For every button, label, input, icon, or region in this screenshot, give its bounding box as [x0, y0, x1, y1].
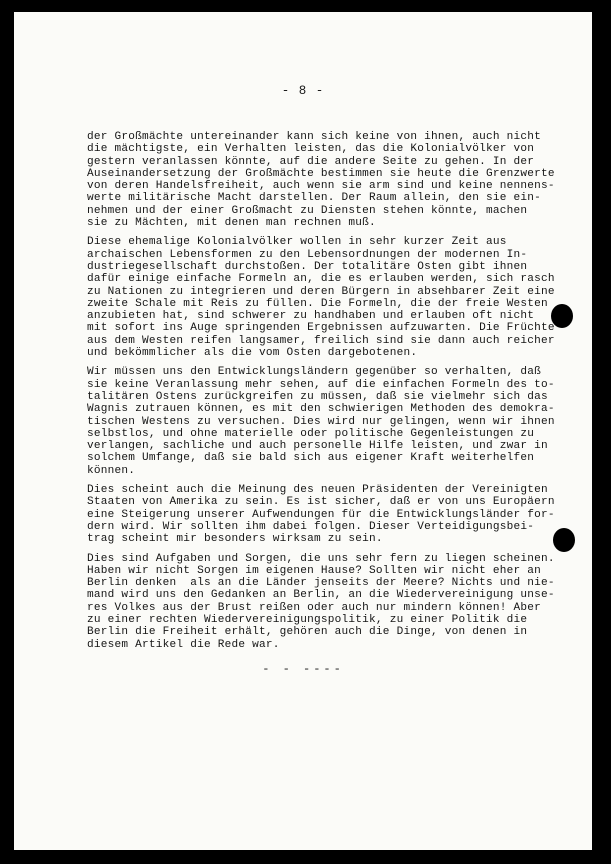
text-line: und bekömmlicher als die vom Osten dargebotenen.	[87, 347, 418, 360]
text-line: die mächtigste, ein Verhalten leisten, das die Kolonialvölker von	[87, 143, 535, 156]
text-line: verlangen, sachliche und auch personelle Hilfe leisten, und zwar in	[87, 440, 548, 453]
text-line: dustriegesellschaft durchstoßen. Der totalitäre Osten gibt ihnen	[87, 260, 528, 273]
closing-separator: - - ----	[262, 662, 344, 676]
text-line: anzubieten hat, sind schwerer zu handhaben und erlauben oft nicht	[87, 310, 535, 323]
text-line: selbstlos, und ohne materielle oder politische Gegenleistungen zu	[87, 427, 535, 440]
text-line: Haben wir nicht Sorgen im eigenen Hause? Sollten wir nicht eher an	[87, 564, 542, 577]
text-line: aus dem Westen reifen langsamer, freilich sind sie dann auch reicher	[87, 334, 555, 347]
punch-hole-lower	[553, 528, 575, 552]
text-line: dern wird. Wir sollten ihm dabei folgen. Dieser Verteidigungsbei-	[87, 520, 535, 533]
punch-hole-upper	[551, 304, 573, 328]
text-line: zweite Schale mit Reis zu füllen. Die Formeln, die der freie Westen	[87, 297, 548, 310]
document-page	[14, 12, 592, 850]
paragraph	[87, 484, 587, 545]
document-body	[87, 131, 587, 658]
paragraph	[87, 366, 587, 477]
text-line: Wagnis zutrauen können, es mit den schwierigen Methoden des demokra-	[87, 403, 555, 416]
text-line: mand wird uns den Gedanken an Berlin, an die Wiedervereinigung unse-	[87, 589, 555, 602]
text-line: res Volkes aus der Brust reißen oder auch nur mindern können! Aber	[87, 601, 542, 614]
text-line: werte militärische Macht darstellen. Der Raum allein, den sie ein-	[87, 192, 542, 205]
text-line: der Großmächte untereinander kann sich keine von ihnen, auch nicht	[87, 131, 542, 143]
text-line: Dies scheint auch die Meinung des neuen Präsidenten der Vereinigten	[87, 484, 548, 497]
paragraph	[87, 131, 587, 229]
text-line: trag scheint mir besonders wirksam zu sein.	[87, 533, 383, 546]
text-line: mit sofort ins Auge springenden Ergebnissen aufzuwarten. Die Früchte	[87, 322, 555, 335]
text-line: zu Nationen zu integrieren und deren Bürgern in absehbarer Zeit eine	[87, 285, 555, 298]
text-line: Staaten von Amerika zu sein. Es ist sicher, daß er von uns Europäern	[87, 496, 555, 509]
text-line: von deren Handelsfreiheit, auch wenn sie arm sind und keine nennens-	[87, 180, 555, 193]
text-line: zu einer rechten Wiedervereinigungspolitik, zu einer Politik die	[87, 613, 528, 626]
text-line: Diese ehemalige Kolonialvölker wollen in sehr kurzer Zeit aus	[87, 236, 507, 249]
text-line: Berlin die Freiheit erhält, gehören auch die Dinge, von denen in	[87, 626, 528, 639]
text-line: talitären Ostens zurückgreifen zu müssen, daß sie vielmehr sich das	[87, 390, 548, 403]
page-number: - 8 -	[281, 84, 325, 98]
text-line: Wir müssen uns den Entwicklungsländern gegenüber so verhalten, daß	[87, 366, 542, 379]
paragraph	[87, 553, 587, 651]
text-line: dafür einige einfache Formeln an, die es erlauben werden, sich rasch	[87, 273, 555, 286]
text-line: solchem Umfange, daß sie bald sich aus eigener Kraft weiterhelfen	[87, 452, 535, 465]
text-line: sie keine Veranlassung mehr sehen, auf die einfachen Formeln des to-	[87, 378, 555, 391]
text-line: nehmen und der einer Großmacht zu Diensten stehen könnte, machen	[87, 204, 528, 217]
text-line: können.	[87, 464, 136, 477]
text-line: archaischen Lebensformen zu den Lebensordnungen der modernen In-	[87, 248, 528, 261]
paragraph	[87, 236, 587, 359]
text-line: Berlin denken als an die Länder jenseits der Meere? Nichts und nie-	[87, 577, 555, 590]
text-line: sie zu Mächten, mit denen man rechnen muß.	[87, 217, 376, 230]
text-line: Dies sind Aufgaben und Sorgen, die uns sehr fern zu liegen scheinen.	[87, 552, 555, 565]
text-line: diesem Artikel die Rede war.	[87, 638, 280, 651]
text-line: eine Steigerung unserer Aufwendungen für die Entwicklungsländer for-	[87, 508, 555, 521]
text-line: tischen Westens zu versuchen. Dies wird nur gelingen, wenn wir ihnen	[87, 415, 555, 428]
text-line: Auseinandersetzung der Großmächte bestimmen sie heute die Grenzwerte	[87, 167, 555, 180]
text-line: gestern veranlassen könnte, auf die andere Seite zu gehen. In der	[87, 155, 535, 168]
